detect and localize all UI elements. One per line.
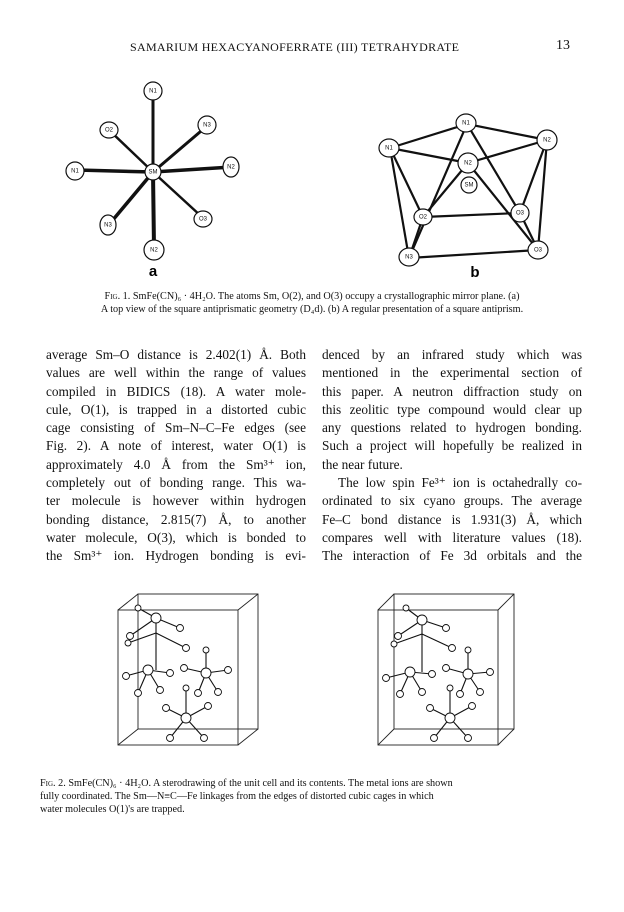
- atom-label: SM: [148, 169, 158, 176]
- atom-label: N1: [71, 168, 79, 175]
- figure2-stereo-right: [360, 588, 520, 758]
- body-right-column: [322, 346, 582, 566]
- text-line: values are well within the range of values: [46, 365, 306, 381]
- text-line: The low spin Fe³⁺ ion is octahedrally co-: [338, 475, 582, 491]
- atom-label: O3: [198, 216, 208, 223]
- atom-label: N3: [203, 122, 211, 129]
- text-line: cage consisting of Sm–N–C–Fe edges (see: [46, 420, 306, 436]
- body-left-column: [46, 346, 306, 566]
- page-number: 13: [556, 38, 570, 53]
- running-title: SAMARIUM HEXACYANOFERRATE (III) TETRAHYDRATE: [130, 40, 460, 54]
- caption-text: A top view of the square antiprismatic geometry (D₄d). (b) A regular presentation of a square antiprism.: [100, 304, 524, 315]
- caption-label: Fig. 1.: [104, 291, 131, 302]
- caption-text: fully coordinated. The Sm—N≡C—Fe linkages from the edges of distorted cubic cages in which: [40, 791, 434, 802]
- atom-label: O2: [418, 214, 428, 221]
- text-line: approximately 4.0 Å from the Sm³⁺ ion,: [46, 456, 306, 472]
- atom-label: N3: [104, 222, 112, 229]
- atom-label: N2: [543, 137, 551, 144]
- running-head: [0, 40, 624, 56]
- figure1-caption: [40, 290, 584, 316]
- text-line: this zeolitic type compound would clear up: [322, 401, 582, 417]
- figure1-panel-a: [60, 70, 250, 290]
- atom-label: O3: [533, 247, 543, 254]
- text-line: water molecule, O(3), which is bonded to: [46, 529, 306, 545]
- text-line: completely out of bonding range. This wa-: [46, 475, 306, 491]
- atom-label: N1: [462, 120, 470, 127]
- text-line: any questions related to hydrogen bonding.: [322, 420, 582, 436]
- caption-text: SmFe(CN)₆ · 4H₂O. A sterodrawing of the unit cell and its contents. The metal ions are shown: [68, 778, 453, 789]
- caption-text: SmFe(CN)₆ · 4H₂O. The atoms Sm, O(2), and O(3) occupy a crystallographic mirror plane. (a): [132, 291, 520, 302]
- text-line: average Sm–O distance is 2.402(1) Å. Both: [46, 347, 306, 362]
- atom-label: O3: [515, 210, 525, 217]
- text-line: compiled in BIDICS (18). A water mole-: [46, 383, 306, 399]
- atom-label: O2: [104, 127, 114, 134]
- text-line: cule, O(1), is trapped in a distorted cubic: [46, 401, 306, 417]
- text-line: ter molecule is however within hydrogen: [46, 493, 306, 509]
- text-line: the Sm³⁺ ion. Hydrogen bonding is evi-: [46, 548, 306, 564]
- panel-a-label: a: [148, 263, 158, 280]
- text-line: Such a project will hopefully be realized in: [322, 438, 582, 454]
- figure1-panel-b: [365, 100, 565, 285]
- text-line: denced by an infrared study which was: [322, 347, 582, 362]
- text-line: mentioned in the experimental section of: [322, 365, 582, 381]
- text-line: bonding distance, 2.815(7) Å, to another: [46, 511, 306, 527]
- figure2-stereo-left: [108, 588, 268, 758]
- text-line: Fe–C bond distance is 1.931(3) Å, which: [322, 511, 582, 527]
- panel-b-label: b: [470, 264, 480, 281]
- text-line: this paper. A neutron diffraction study on: [322, 383, 582, 399]
- text-line: The interaction of Fe 3d orbitals and the: [322, 548, 582, 564]
- caption-label: Fig. 2.: [40, 778, 66, 789]
- figure2-caption: [40, 777, 588, 816]
- atom-label: N2: [227, 164, 235, 171]
- text-line: Fig. 2). A note of interest, water O(1) is: [46, 438, 306, 454]
- atom-label: SM: [464, 182, 474, 189]
- atom-label: N2: [464, 160, 472, 167]
- atom-label: N1: [149, 88, 157, 95]
- atom-label: N2: [150, 247, 158, 254]
- text-line: the near future.: [322, 456, 403, 472]
- atom-label: N1: [385, 145, 393, 152]
- caption-text: water molecules O(1)'s are trapped.: [40, 804, 185, 815]
- atom-label: N3: [405, 254, 413, 261]
- text-line: compares well with literature values (18).: [322, 529, 582, 545]
- text-line: ordinated to six cyano groups. The average: [322, 493, 582, 509]
